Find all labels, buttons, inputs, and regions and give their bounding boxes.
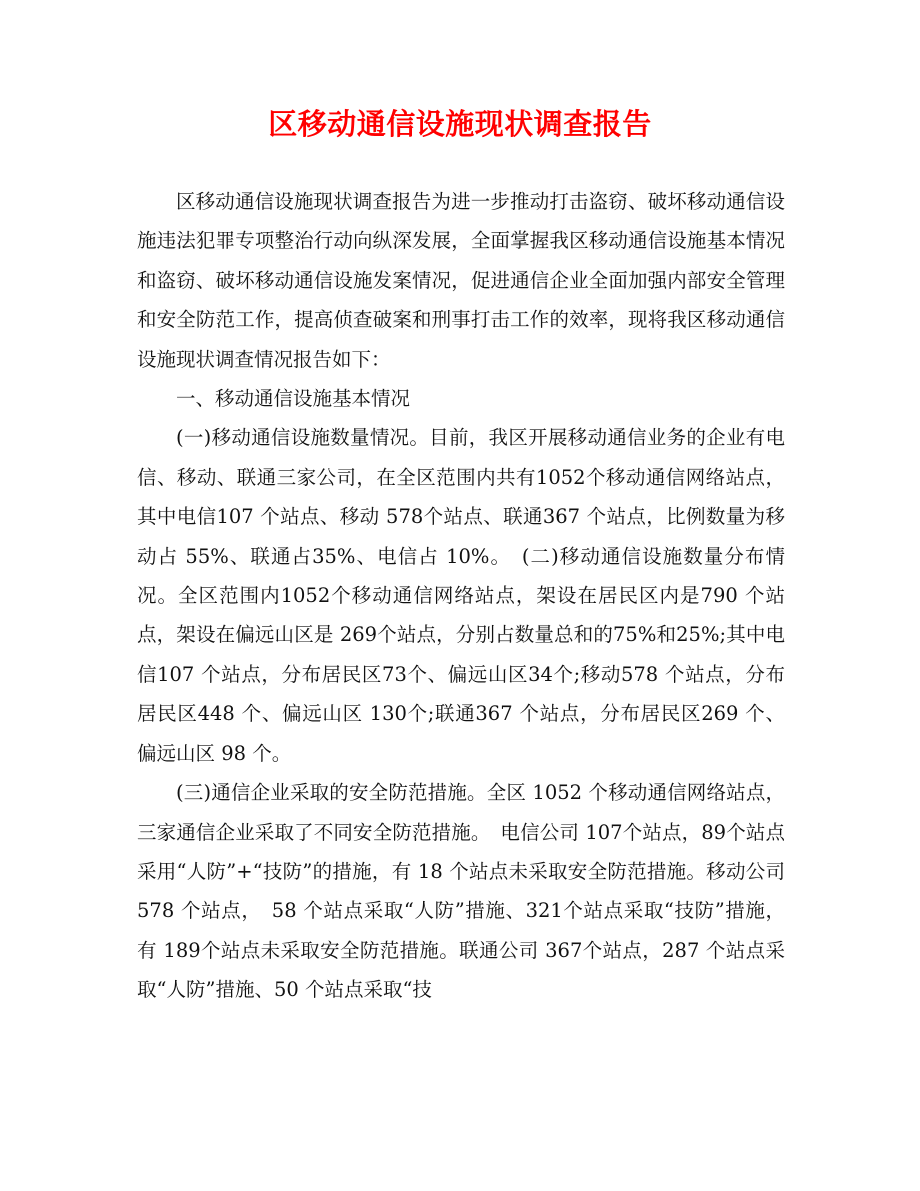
section-heading: 一、移动通信设施基本情况 bbox=[176, 387, 411, 411]
body-paragraph: (一)移动通信设施数量情况。目前，我区开展移动通信业务的企业有电信、移动、联通三家公司，在全区范围内共有1052个移动通信网络站点，其中电信107 个站点、移动 578个站点、联通367 个站点，比例数量为移动占 55%、联通占35%、电信占 10%。 (二)移动通信设施数量分布情况。全区范围内1052个移动通信网络站点，架设在居民区内是790 个站点，架设在偏远山区是 269个站点，分别占数量总和的75%和25%;其中电信107 个站点，分布居民区73个、偏远山区34个;移动578 个站点，分布居民区448 个、偏远山区 130个;联通367 个站点，分布居民区269 个、偏远山区 98 个。 bbox=[137, 426, 785, 765]
body-paragraph: (三)通信企业采取的安全防范措施。全区 1052 个移动通信网络站点，三家通信企业采取了不同安全防范措施。 电信公司 107个站点，89个站点采用“人防”+“技防”的措施，有 18 个站点未采取安全防范措施。移动公司578 个站点， 58 个站点采取“人防”措施、321个站点采取“技防”措施，有 189个站点未采取安全防范措施。联通公司 367个站点，287 个站点采取“人防”措施、50 个站点采取“技 bbox=[137, 781, 785, 1002]
document-body bbox=[137, 182, 785, 1010]
intro-paragraph: 区移动通信设施现状调查报告为进一步推动打击盗窃、破坏移动通信设施违法犯罪专项整治行动向纵深发展，全面掌握我区移动通信设施基本情况和盗窃、破坏移动通信设施发案情况，促进通信企业全面加强内部安全管理和安全防范工作，提高侦查破案和刑事打击工作的效率，现将我区移动通信设施现状调查情况报告如下： bbox=[137, 190, 785, 371]
document-title: 区移动通信设施现状调查报告 bbox=[268, 107, 652, 141]
